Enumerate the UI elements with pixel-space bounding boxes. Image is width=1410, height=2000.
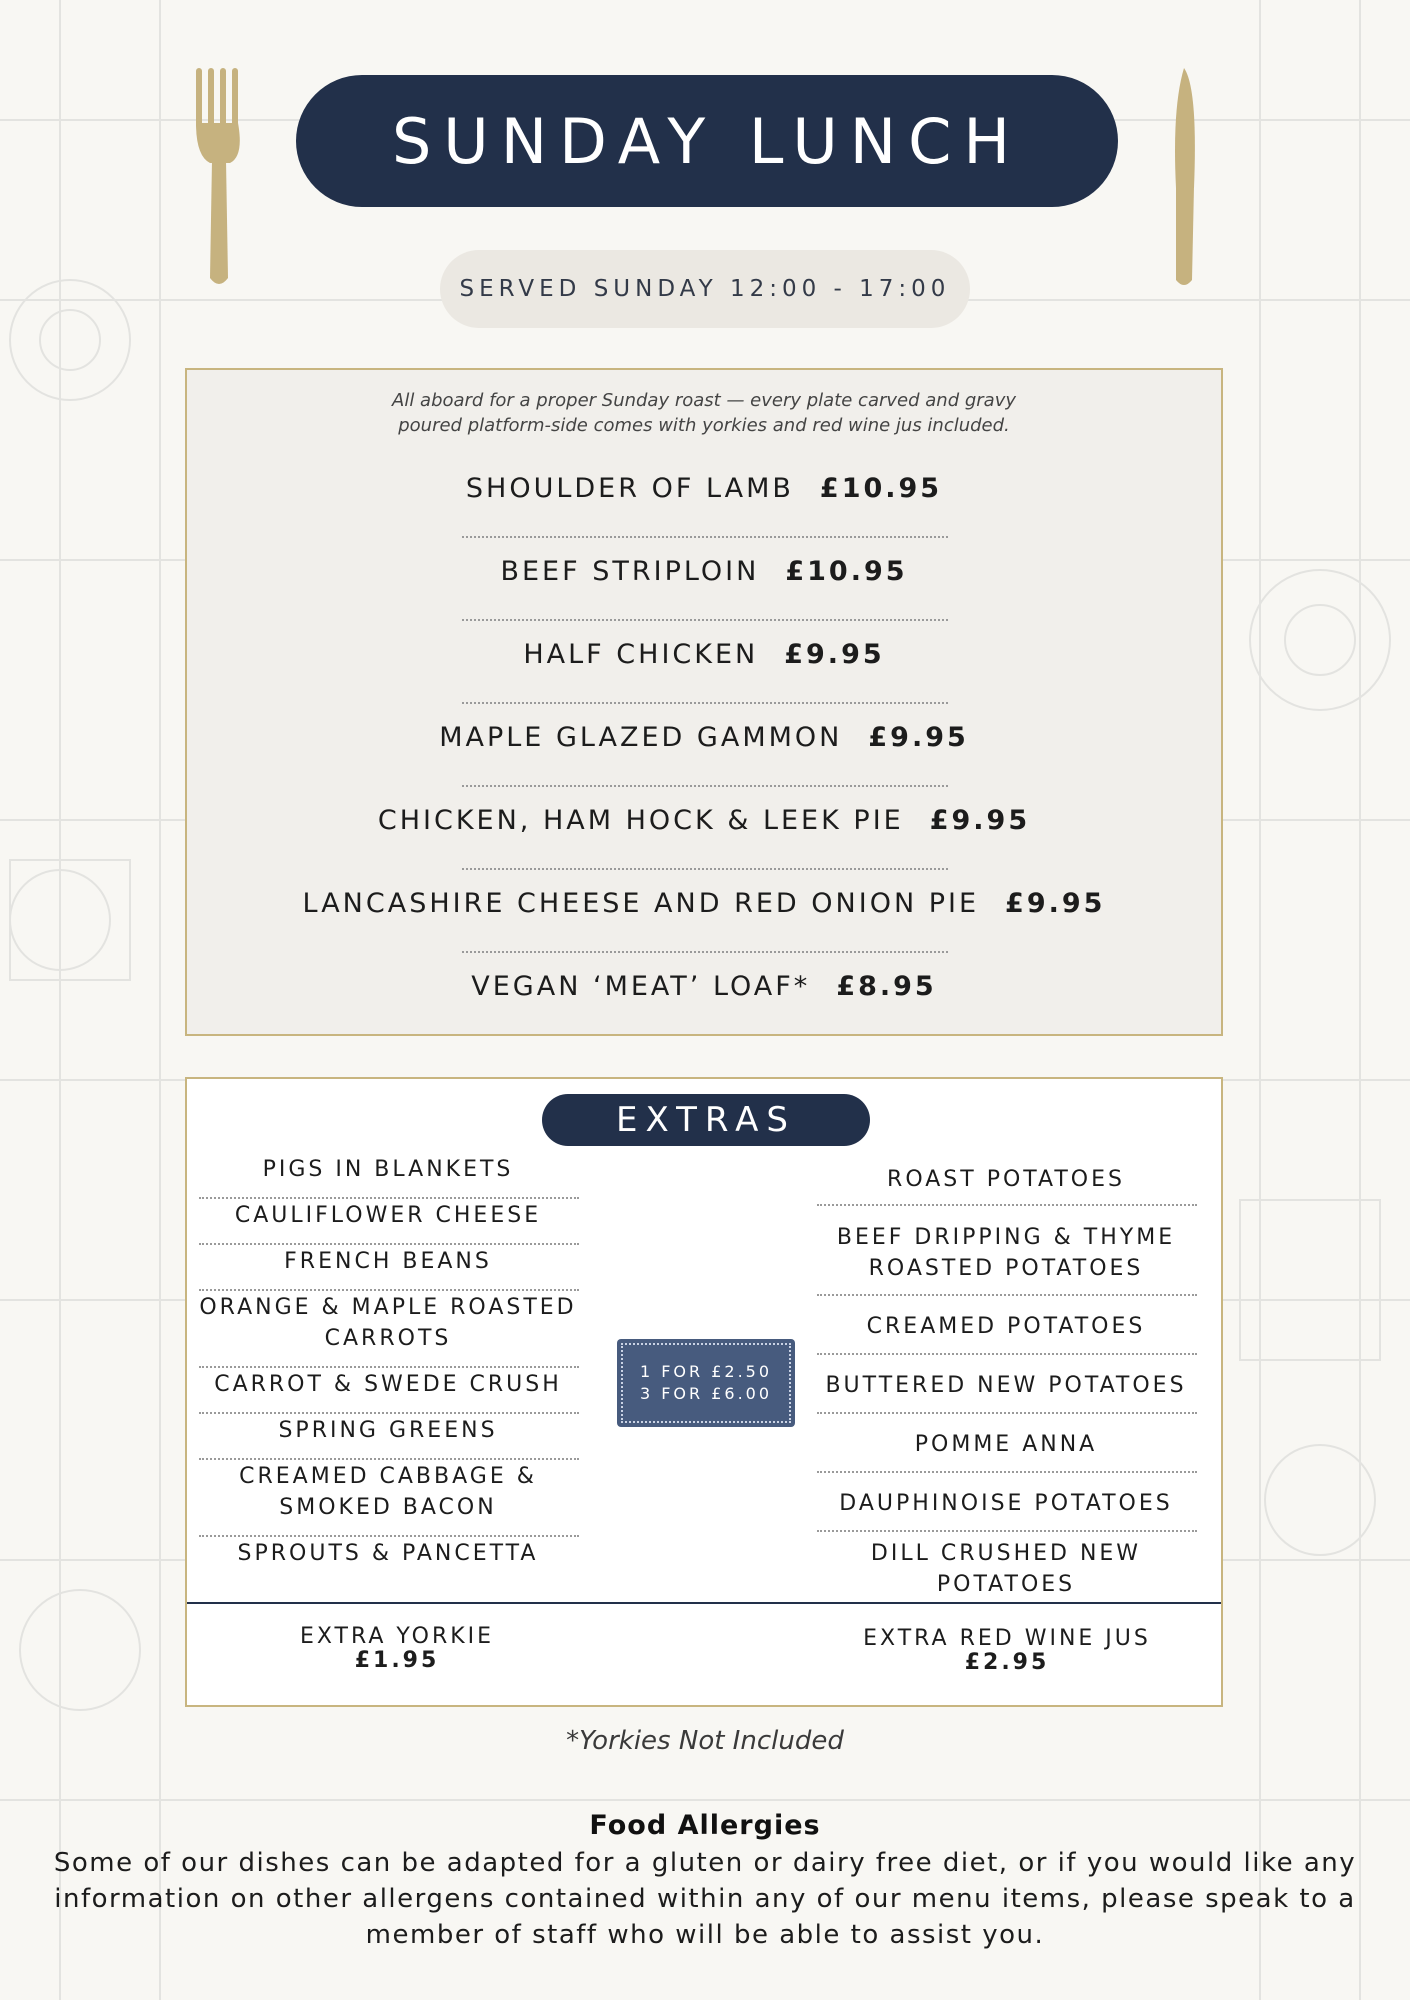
dish-price: £10.95 [819, 473, 943, 504]
extra-item [197, 1200, 579, 1231]
fork-icon [190, 68, 250, 288]
dotted-divider [462, 868, 948, 870]
dish-item [187, 888, 1221, 928]
intro-text [187, 388, 1221, 438]
extras-panel [185, 1077, 1223, 1707]
dish-name: SHOULDER OF LAMB [465, 473, 794, 504]
dotted-divider [462, 536, 948, 538]
page-title: SUNDAY LUNCH [391, 104, 1023, 178]
extra-item [797, 1222, 1215, 1284]
extra-item [797, 1370, 1215, 1401]
dotted-divider [199, 1535, 579, 1537]
offer-line: 1 FOR £2.50 [639, 1362, 773, 1381]
extra-item [797, 1429, 1215, 1460]
served-times-badge [440, 250, 970, 328]
extra-yorkie [247, 1625, 547, 1673]
extra-item [197, 1369, 579, 1400]
extra-wine-jus-label: EXTRA RED WINE JUS [863, 1626, 1151, 1651]
extra-item [197, 1461, 579, 1523]
extra-item [797, 1311, 1215, 1342]
dish-name: LANCASHIRE CHEESE AND RED ONION PIE [302, 888, 980, 919]
dotted-divider [817, 1294, 1197, 1296]
extra-item-line: CAULIFLOWER CHEESE [234, 1203, 542, 1228]
dish-name: CHICKEN, HAM HOCK & LEEK PIE [377, 805, 904, 836]
roasts-panel [185, 368, 1223, 1036]
extra-item-line: CREAMED CABBAGE & [239, 1464, 537, 1489]
dotted-divider [462, 619, 948, 621]
allergy-text: Some of our dishes can be adapted for a gluten or dairy free diet, or if you would like any information on other allergens contained within any of our menu items, please speak to a member of staff who will be able to assist you. [53, 1848, 1357, 1950]
extra-wine-jus [827, 1627, 1187, 1675]
dish-price: £8.95 [836, 971, 937, 1002]
extra-item-line: BEEF DRIPPING & THYME [836, 1225, 1176, 1250]
dotted-divider [817, 1204, 1197, 1206]
intro-line: All aboard for a proper Sunday roast — every plate carved and gravy [392, 390, 1016, 411]
dotted-divider [199, 1289, 579, 1291]
extra-yorkie-price: £1.95 [354, 1648, 440, 1673]
intro-line: poured platform-side comes with yorkies and red wine jus included. [398, 415, 1010, 436]
dotted-divider [199, 1197, 579, 1199]
offer-stamp [617, 1339, 795, 1427]
extra-item-line: ROASTED POTATOES [868, 1256, 1144, 1281]
dotted-divider [462, 702, 948, 704]
extra-wine-jus-price: £2.95 [964, 1650, 1050, 1675]
extra-item-line: DAUPHINOISE POTATOES [839, 1491, 1173, 1516]
dish-item [187, 971, 1221, 1011]
dish-item [187, 556, 1221, 596]
dish-price: £9.95 [929, 805, 1031, 836]
extra-item-line: SMOKED BACON [279, 1495, 497, 1520]
extras-title: EXTRAS [615, 1100, 797, 1140]
extra-item-line: CARROTS [324, 1326, 452, 1351]
footnote: *Yorkies Not Included [566, 1726, 844, 1756]
extra-item-line: ORANGE & MAPLE ROASTED [199, 1295, 577, 1320]
extra-item-line: PIGS IN BLANKETS [262, 1157, 514, 1182]
dish-item [187, 722, 1221, 762]
dish-name: VEGAN ‘MEAT’ LOAF* [471, 971, 811, 1002]
dish-name: BEEF STRIPLOIN [500, 556, 760, 587]
extra-item [797, 1164, 1215, 1195]
dish-price: £9.95 [784, 639, 885, 670]
dotted-divider [817, 1412, 1197, 1414]
extra-item-line: CREAMED POTATOES [866, 1314, 1146, 1339]
extra-item [197, 1538, 579, 1569]
dotted-divider [462, 951, 948, 953]
extra-item-line: FRENCH BEANS [284, 1249, 492, 1274]
dotted-divider [462, 785, 948, 787]
extra-item [797, 1538, 1215, 1600]
dish-price: £9.95 [1005, 888, 1106, 919]
dotted-divider [817, 1530, 1197, 1532]
extra-item-line: SPRING GREENS [278, 1418, 498, 1443]
extra-item [797, 1488, 1215, 1519]
title-banner [296, 75, 1118, 207]
extra-item-line: SPROUTS & PANCETTA [237, 1541, 539, 1566]
extra-yorkie-label: EXTRA YORKIE [299, 1624, 495, 1649]
extra-item-line: BUTTERED NEW POTATOES [825, 1373, 1187, 1398]
dish-name: HALF CHICKEN [523, 639, 759, 670]
knife-icon [1168, 68, 1200, 288]
extra-item-line: DILL CRUSHED NEW POTATOES [870, 1541, 1142, 1597]
dotted-divider [817, 1353, 1197, 1355]
extra-item-line: ROAST POTATOES [887, 1167, 1125, 1192]
served-times: SERVED SUNDAY 12:00 - 17:00 [459, 276, 951, 302]
dotted-divider [199, 1243, 579, 1245]
dotted-divider [817, 1471, 1197, 1473]
extras-divider [187, 1602, 1221, 1604]
extra-item [197, 1415, 579, 1446]
extra-item [197, 1246, 579, 1277]
dotted-divider [199, 1366, 579, 1368]
extra-item [197, 1154, 579, 1185]
dotted-divider [199, 1458, 579, 1460]
dish-name: MAPLE GLAZED GAMMON [439, 722, 843, 753]
extra-item-line: POMME ANNA [914, 1432, 1098, 1457]
extra-item-line: CARROT & SWEDE CRUSH [214, 1372, 562, 1397]
offer-line: 3 FOR £6.00 [639, 1384, 773, 1403]
dish-price: £10.95 [785, 556, 908, 587]
dish-item [187, 639, 1221, 679]
dish-price: £9.95 [868, 722, 969, 753]
dotted-divider [199, 1412, 579, 1414]
allergy-heading: Food Allergies [589, 1810, 821, 1841]
extras-banner [542, 1094, 870, 1146]
extra-item [197, 1292, 579, 1354]
dish-item [187, 805, 1221, 845]
dish-item [187, 473, 1221, 513]
